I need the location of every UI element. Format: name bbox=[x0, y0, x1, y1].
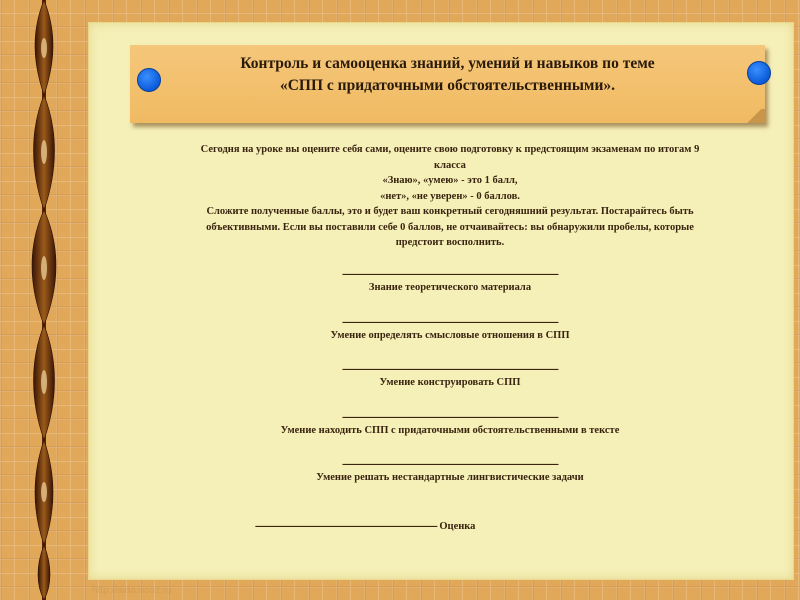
list-item bbox=[200, 315, 700, 363]
item-label: Умение определять смысловые отношения в СПП bbox=[330, 329, 570, 341]
item-label: Знание теоретического материала bbox=[368, 282, 532, 293]
list-item bbox=[200, 267, 700, 315]
intro-line: «нет», «не уверен» - 0 баллов. bbox=[380, 190, 520, 202]
answer-blank[interactable]: ------------------------------------------------------------------------------------------------------------ bbox=[342, 316, 558, 327]
list-item bbox=[200, 362, 700, 410]
item-label: Умение решать нестандартные лингвистические задачи bbox=[316, 472, 584, 483]
item-label: Умение находить СПП с придаточными обстоятельственными в тексте bbox=[280, 424, 620, 436]
grade-label: Оценка bbox=[439, 521, 476, 532]
intro-line: Сложите полученные баллы, это и будет ваш конкретный сегодняшний результат. Постарайтесь быть bbox=[206, 206, 694, 217]
grade-blank[interactable]: ------------------------------------------------------------------------------------------- bbox=[255, 521, 437, 531]
grade-line bbox=[255, 521, 695, 532]
answer-blank[interactable]: ------------------------------------------------------------------------------------------------------------ bbox=[342, 269, 558, 279]
answer-blank[interactable]: ------------------------------------------------------------------------------------------------------------ bbox=[342, 411, 558, 422]
ornament-column bbox=[22, 0, 66, 600]
blue-dot-right bbox=[747, 61, 771, 85]
blue-dot-left bbox=[137, 68, 161, 92]
title-line-2: «СПП с придаточными обстоятельственными». bbox=[279, 77, 616, 94]
self-assessment-list bbox=[200, 267, 700, 505]
list-item bbox=[200, 457, 700, 505]
answer-blank[interactable]: ------------------------------------------------------------------------------------------------------------ bbox=[342, 364, 558, 374]
answer-blank[interactable]: ------------------------------------------------------------------------------------------------------------ bbox=[342, 459, 558, 469]
intro-line: объективными. Если вы поставили себе 0 баллов, не отчаивайтесь: вы обнаружили пробелы, которые bbox=[206, 221, 694, 233]
intro-text bbox=[125, 142, 775, 251]
watermark: http://aida.ucoz.ru bbox=[92, 585, 172, 596]
intro-line: «Знаю», «умею» - это 1 балл, bbox=[382, 175, 518, 186]
title-box bbox=[130, 45, 765, 123]
item-label: Умение конструировать СПП bbox=[379, 377, 521, 388]
list-item bbox=[200, 410, 700, 458]
intro-line: Сегодня на уроке вы оцените себя сами, оцените свою подготовку к предстоящим экзаменам по итогам 9 bbox=[200, 144, 700, 155]
intro-line: класса bbox=[434, 159, 466, 171]
title-line-1: Контроль и самооценка знаний, умений и навыков по теме bbox=[240, 55, 655, 72]
intro-line: предстоит восполнить. bbox=[395, 237, 505, 248]
